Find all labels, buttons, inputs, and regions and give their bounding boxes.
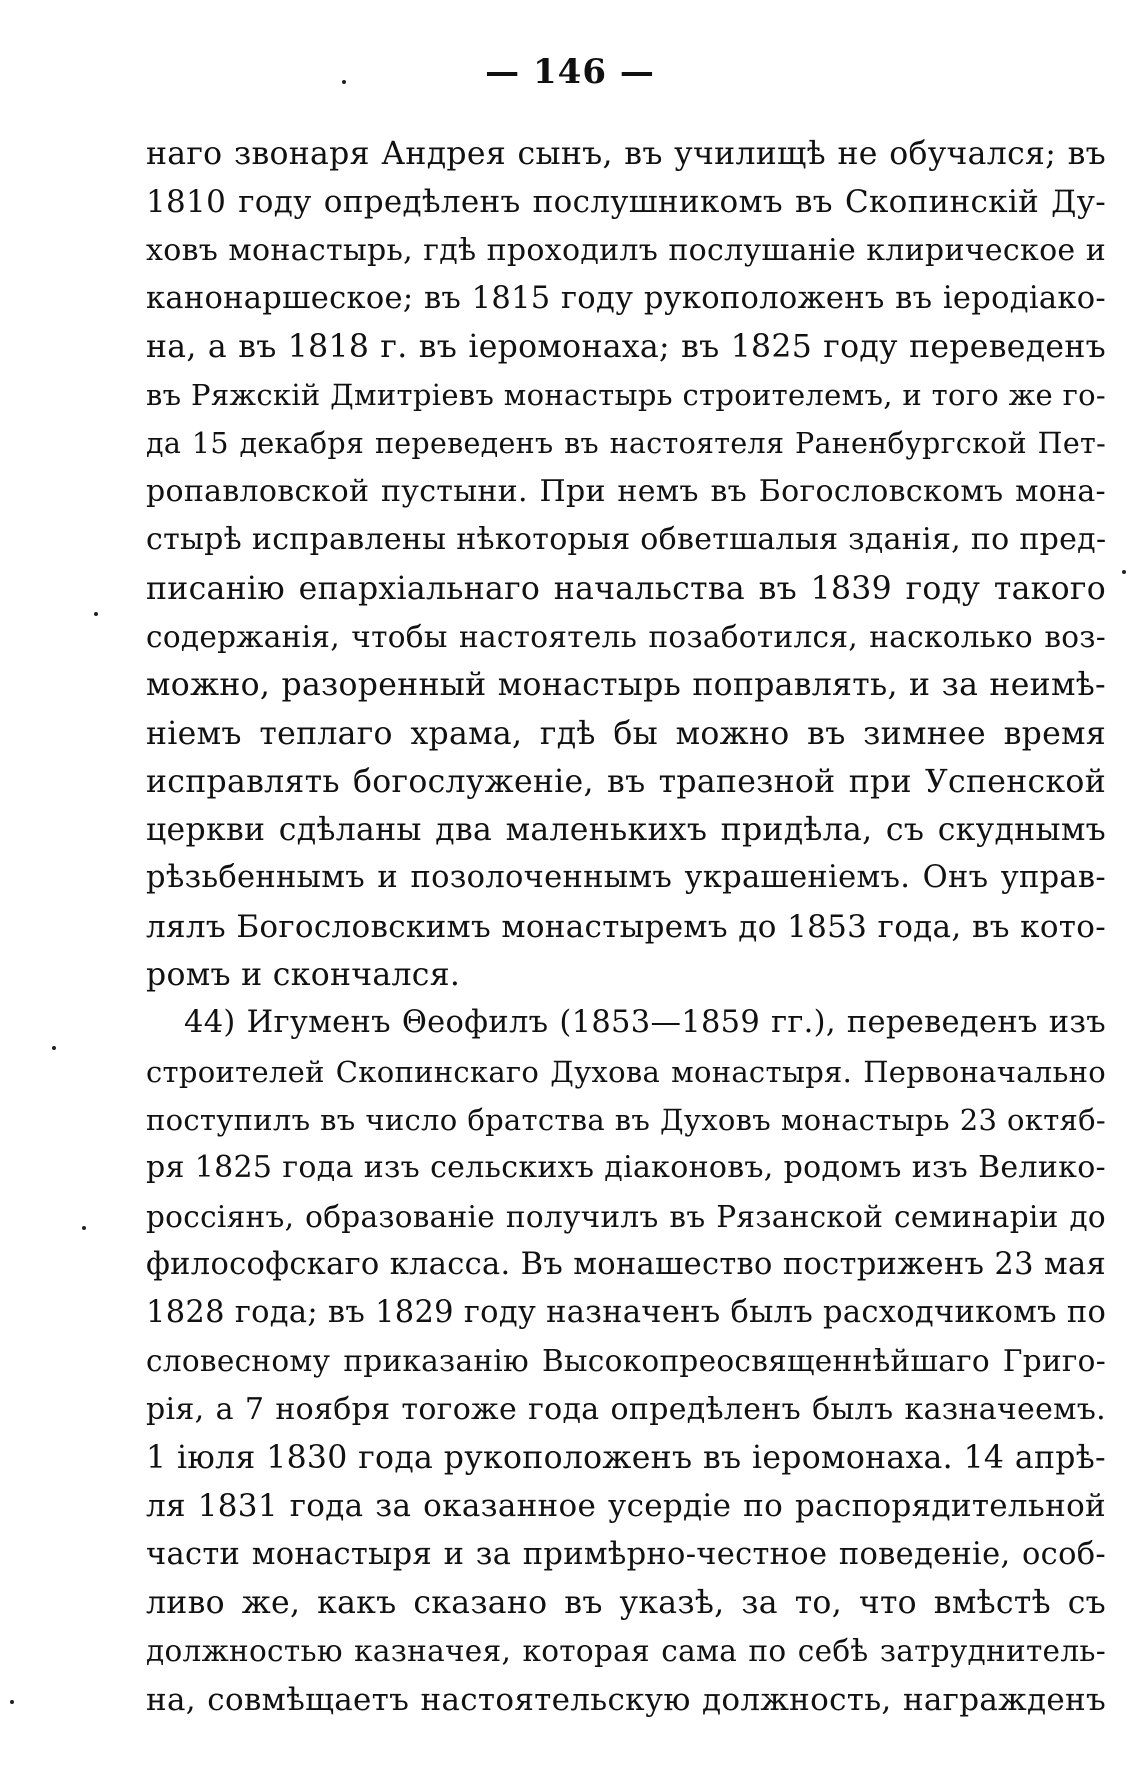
text-line: 1828 года; въ 1829 году назначенъ былъ расходчикомъ по xyxy=(146,1295,1107,1331)
text-line: наго звонаря Андрея сынъ, въ училищѣ не обучался; въ xyxy=(146,136,1106,172)
text-line: поступилъ въ число братства въ Духовъ монастырь 23 октяб- xyxy=(146,1102,1106,1137)
text-line: писанію епархіальнаго начальства въ 1839 году такого xyxy=(146,570,1106,607)
text-line: россіянъ, образованіе получилъ въ Рязанской семинаріи до xyxy=(146,1199,1106,1234)
page-number: — 146 — xyxy=(485,52,655,92)
text-line: словесному приказанію Высокопреосвященнѣйшаго Григо- xyxy=(146,1344,1106,1379)
scan-speck xyxy=(1122,570,1126,574)
text-line: ливо же, какъ сказано въ указѣ, за то, что вмѣстѣ съ xyxy=(146,1584,1106,1621)
text-line: должностью казначея, которая сама по себѣ затруднитель- xyxy=(146,1634,1106,1669)
text-line: содержанія, чтобы настоятель позаботился, насколько воз- xyxy=(146,619,1106,654)
text-line: ховъ монастырь, гдѣ проходилъ послушаніе клирическое и xyxy=(146,232,1106,268)
scan-speck xyxy=(342,80,346,84)
scan-speck xyxy=(10,1700,14,1704)
text-line: да 15 декабря переведенъ въ настоятеля Раненбургской Пет- xyxy=(146,426,1106,460)
text-line: ропавловской пустыни. При немъ въ Богословскомъ мона- xyxy=(146,474,1106,510)
text-line: на, а въ 1818 г. въ іеромонаха; въ 1825 году переведенъ xyxy=(146,329,1106,366)
scan-speck xyxy=(94,612,98,616)
text-line: рѣзьбеннымъ и позолоченнымъ украшеніемъ. Онъ управ- xyxy=(146,860,1106,896)
scan-speck xyxy=(52,1046,56,1050)
text-line: стырѣ исправлены нѣкоторыя обветшалыя зданія, по пред- xyxy=(146,522,1107,558)
text-line: философскаго класса. Въ монашество постриженъ 23 мая xyxy=(146,1246,1106,1282)
text-line: рія, а 7 ноября тогоже года опредѣленъ былъ казначеемъ. xyxy=(146,1391,1106,1427)
text-line: ромъ и скончался. xyxy=(146,957,461,994)
text-line: строителей Скопинскаго Духова монастыря. Первоначально xyxy=(146,1054,1106,1089)
text-line: ля 1831 года за оказанное усердіе по распорядительной xyxy=(146,1488,1106,1525)
text-line: исправлять богослуженіе, въ трапезной при Успенской xyxy=(146,763,1106,800)
text-line: въ Ряжскій Дмитріевъ монастырь строителемъ, и того же го- xyxy=(146,378,1106,413)
text-body xyxy=(146,130,1106,1724)
paragraph-43-continuation xyxy=(146,130,1106,999)
text-line: на, совмѣщаетъ настоятельскую должность, награжденъ xyxy=(146,1681,1106,1718)
text-line: канонаршеское; въ 1815 году рукоположенъ въ іеродіако- xyxy=(146,280,1106,316)
text-line: 44) Игуменъ Θеофилъ (1853—1859 гг.), переведенъ изъ xyxy=(184,1005,1106,1041)
scan-speck xyxy=(82,1226,86,1230)
paragraph-44 xyxy=(146,999,1106,1723)
text-line: ря 1825 года изъ сельскихъ діаконовъ, родомъ изъ Велико- xyxy=(146,1150,1106,1186)
text-line: лялъ Богословскимъ монастыремъ до 1853 года, въ кото- xyxy=(146,908,1106,945)
text-line: церкви сдѣланы два маленькихъ придѣла, съ скуднымъ xyxy=(146,812,1106,849)
text-line: можно, разоренный монастырь поправлять, и за неимѣ- xyxy=(146,667,1106,704)
text-line: 1810 году опредѣленъ послушникомъ въ Скопинскій Ду- xyxy=(146,184,1106,221)
text-line: части монастыря и за примѣрно-честное поведеніе, особ- xyxy=(146,1536,1106,1572)
text-line: 1 іюля 1830 года рукоположенъ въ іеромонаха. 14 апрѣ- xyxy=(146,1440,1106,1477)
text-line: ніемъ теплаго храма, гдѣ бы можно въ зимнее время xyxy=(146,715,1106,752)
